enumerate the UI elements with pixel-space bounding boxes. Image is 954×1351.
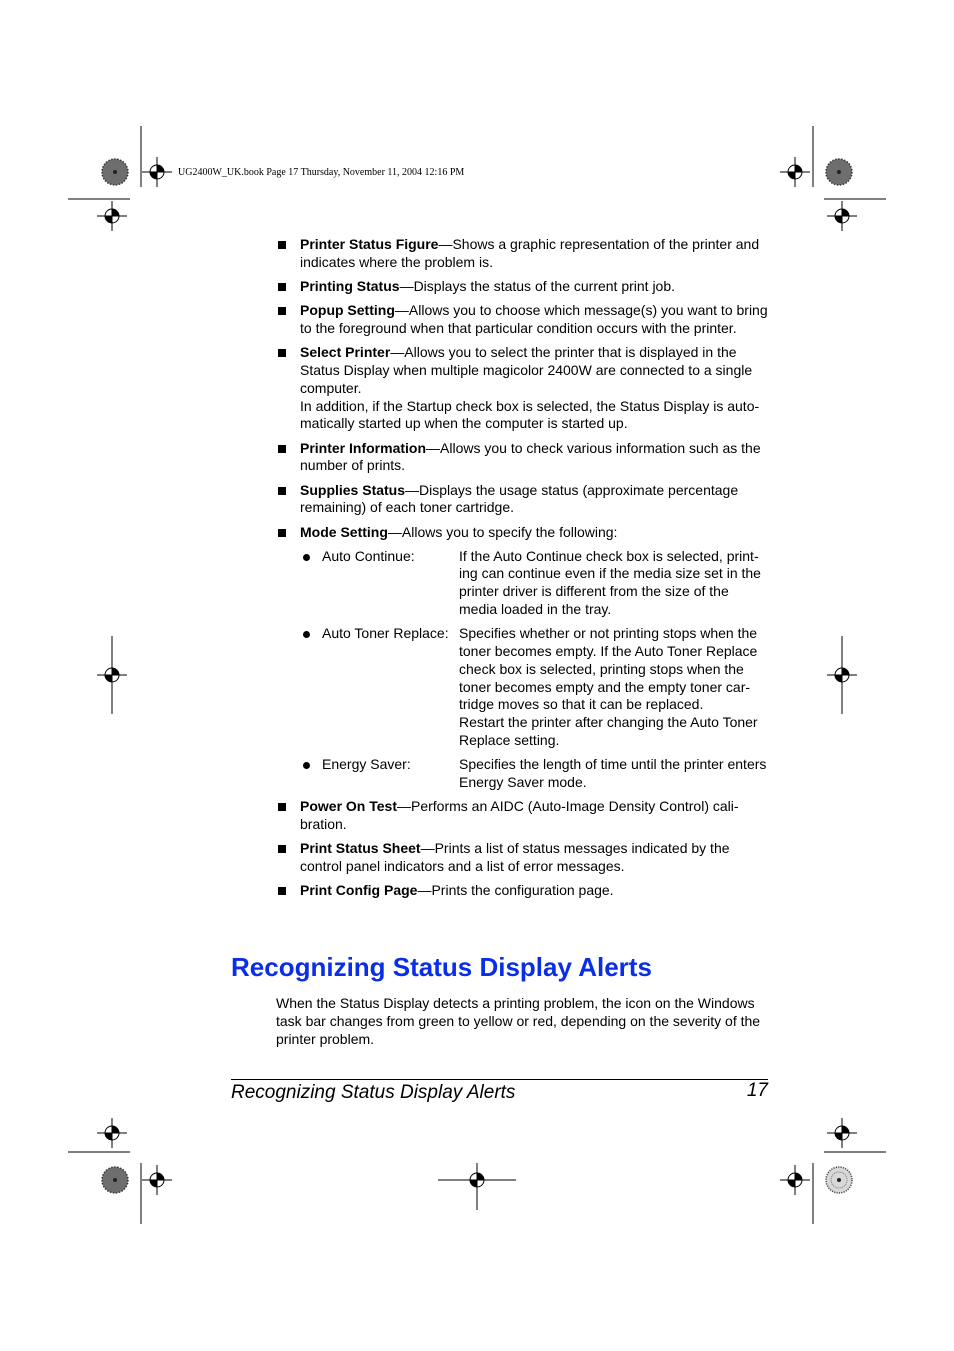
option-term: Energy Saver:	[322, 756, 411, 773]
list-item	[276, 882, 770, 900]
item-text: —Allows you to select the printer that is displayed in the Status Display when multiple magicolor 2400W are connected to a single computer.	[300, 344, 753, 396]
mode-option	[300, 548, 770, 619]
list-item	[276, 798, 770, 834]
option-term: Auto Continue:	[322, 547, 415, 564]
square-bullet-icon	[278, 887, 286, 895]
registration-mark-icon	[97, 1118, 127, 1148]
square-bullet-icon	[278, 803, 286, 811]
option-extra-text: Restart the printer after changing the Auto Toner Replace setting.	[459, 714, 758, 749]
square-bullet-icon	[278, 241, 286, 249]
registration-mark-icon	[97, 201, 127, 231]
square-bullet-icon	[278, 845, 286, 853]
item-term: Printer Information	[300, 439, 427, 456]
option-description	[459, 625, 770, 750]
list-item	[276, 344, 770, 433]
item-text: —Performs an AIDC (Auto-Image Density Control) cali-bration.	[300, 798, 739, 833]
option-term: Auto Toner Replace:	[322, 625, 449, 642]
registration-mark-icon	[142, 157, 172, 187]
registration-mark-icon	[827, 1118, 857, 1148]
color-rosette-icon	[102, 1167, 128, 1193]
option-description: If the Auto Continue check box is selected, print-ing can continue even if the media size set in the printer driver is different from the size of the media loaded in the tray.	[459, 547, 761, 618]
square-bullet-icon	[278, 487, 286, 495]
list-item	[276, 302, 770, 338]
body-content	[276, 236, 770, 906]
mode-option	[300, 756, 770, 792]
item-term: Print Config Page	[300, 882, 418, 899]
list-item	[276, 840, 770, 876]
list-item	[276, 278, 770, 296]
round-bullet-icon	[303, 554, 310, 561]
item-text: —Displays the usage status (approximate percentage remaining) of each toner cartridge.	[300, 481, 739, 516]
square-bullet-icon	[278, 529, 286, 537]
item-text: —Prints the configuration page.	[417, 882, 614, 899]
item-text: —Allows you to specify the following:	[387, 523, 618, 540]
mode-option	[300, 625, 770, 750]
list-item	[276, 482, 770, 518]
round-bullet-icon	[303, 631, 310, 638]
list-item	[276, 440, 770, 476]
square-bullet-icon	[278, 349, 286, 357]
list-item	[276, 524, 770, 542]
item-text: —Displays the status of the current print job.	[399, 277, 676, 294]
color-rosette-icon	[826, 1167, 852, 1193]
registration-mark-icon	[780, 157, 810, 187]
item-extra-text: In addition, if the Startup check box is selected, the Status Display is auto-matically started up when the computer is started up.	[300, 397, 760, 432]
page-number: 17	[746, 1080, 768, 1101]
item-term: Supplies Status	[300, 481, 406, 498]
item-term: Power On Test	[300, 798, 397, 815]
option-description: Specifies the length of time until the printer enters Energy Saver mode.	[459, 756, 767, 791]
item-text: —Shows a graphic representation of the printer and indicates where the problem is.	[300, 236, 760, 270]
section-intro: When the Status Display detects a printing problem, the icon on the Windows task bar changes from green to yellow or red, depending on the severity of the printer problem.	[276, 995, 761, 1047]
item-term: Print Status Sheet	[300, 840, 421, 857]
item-text: —Allows you to check various information such as the number of prints.	[300, 439, 761, 474]
square-bullet-icon	[278, 283, 286, 291]
item-term: Printer Status Figure	[300, 236, 439, 252]
section-heading: Recognizing Status Display Alerts	[231, 952, 652, 982]
square-bullet-icon	[278, 445, 286, 453]
item-term: Mode Setting	[300, 523, 388, 540]
registration-mark-icon	[827, 201, 857, 231]
item-text: —Prints a list of status messages indicated by the control panel indicators and a list of error messages.	[300, 840, 730, 874]
footer-rule	[231, 1079, 768, 1080]
option-description-text: Specifies whether or not printing stops when the toner becomes empty. If the Auto Toner Replace check box is selected, printing stops when the toner becomes empty and the empty toner car-tridge moves so that it can be replaced.	[459, 625, 758, 713]
item-term: Select Printer	[300, 344, 391, 361]
color-rosette-icon	[102, 159, 128, 185]
registration-mark-icon	[142, 1165, 172, 1195]
print-stamp: UG2400W_UK.book Page 17 Thursday, November 11, 2004 12:16 PM	[178, 167, 465, 178]
item-text: —Allows you to choose which message(s) you want to bring to the foreground when that particular condition occurs with the printer.	[300, 302, 768, 336]
list-item	[276, 236, 770, 272]
square-bullet-icon	[278, 307, 286, 315]
registration-mark-icon	[780, 1165, 810, 1195]
item-term: Popup Setting	[300, 302, 395, 319]
round-bullet-icon	[303, 762, 310, 769]
item-term: Printing Status	[300, 277, 400, 294]
color-rosette-icon	[826, 159, 852, 185]
footer-title: Recognizing Status Display Alerts	[231, 1082, 516, 1103]
